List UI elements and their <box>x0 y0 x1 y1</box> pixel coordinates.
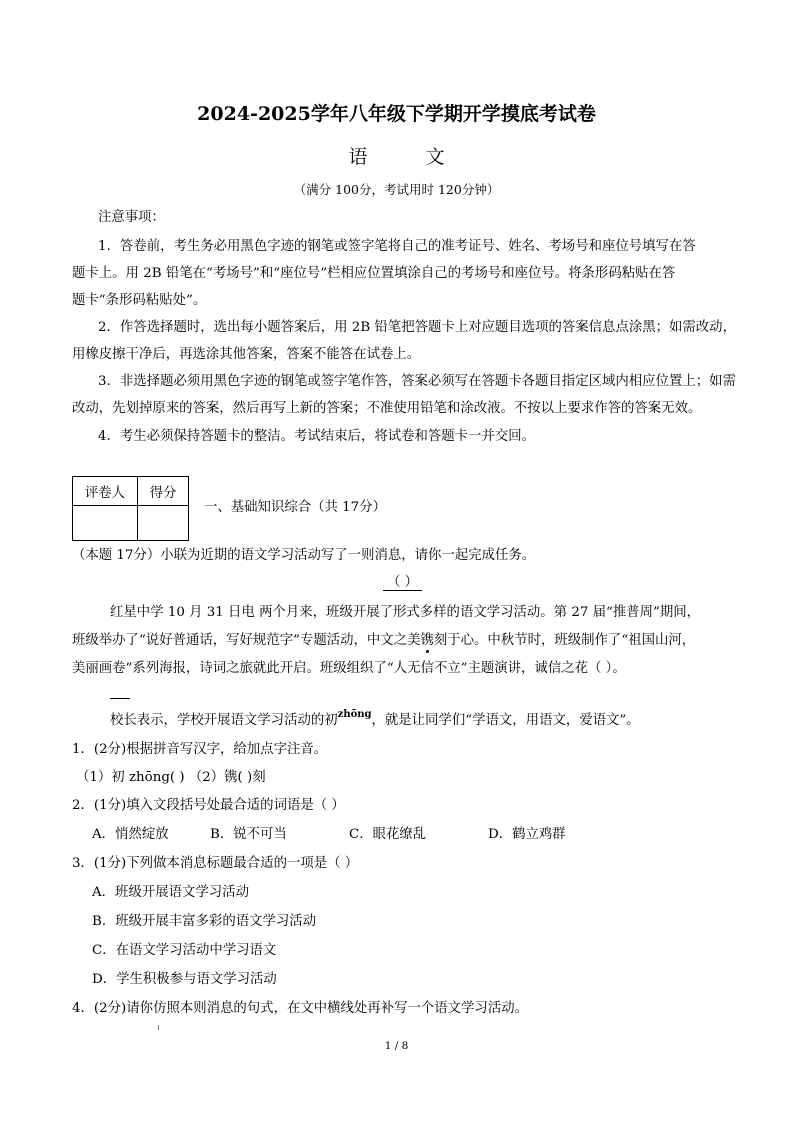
notice-line: 题卡“条形码粘贴处”。 <box>72 293 207 308</box>
option-d[interactable]: D．学生积极参与语文学习活动 <box>92 972 277 987</box>
news-text: 班级举办了“说好普通话，写好规范字”专题活动，中文之美 <box>72 633 421 648</box>
question-4: 4．(2分)请你仿照本则消息的句式，在文中横线处再补写一个语文学习活动。 <box>72 1001 528 1016</box>
option-c[interactable]: C．眼花缭乱 <box>349 827 427 842</box>
subject-title: 语 文 <box>348 146 471 168</box>
notice-line: 3．非选择题必须用黑色字迹的钢笔或签字笔作答，答案必须写在答题卡各题目指定区域内相应位置上；如需 <box>98 374 736 389</box>
question-3: 3．(1分)下列做本消息标题最合适的一项是（ ） <box>72 856 359 871</box>
notice-line: 4．考生必须保持答题卡的整洁。考试结束后，将试卷和答题卡一并交回。 <box>98 429 536 444</box>
exam-meta: （满分 100分，考试用时 120分钟） <box>293 182 500 197</box>
dotted-char: 镌 <box>420 633 434 648</box>
question-2: 2．(1分)填入文段括号处最合适的词语是（ ） <box>72 798 345 813</box>
option-a[interactable]: A．班级开展语文学习活动 <box>92 885 249 900</box>
section-intro: （本题 17分）小联为近期的语文学习活动写了一则消息，请你一起完成任务。 <box>72 548 536 563</box>
option-d[interactable]: D．鹤立鸡群 <box>488 827 566 842</box>
question-1-sub: （1）初 zhōng( ) （2）镌( )刻 <box>76 770 266 785</box>
grader-header: 评卷人 <box>73 477 138 506</box>
news-paragraph <box>72 629 695 648</box>
grader-table <box>72 476 189 541</box>
score-cell[interactable] <box>138 506 189 541</box>
notice-line: 用橡皮擦干净后，再选涂其他答案，答案不能答在试卷上。 <box>72 347 421 362</box>
news-text: ，就是让同学们“学语文，用语文，爱语文”。 <box>371 713 640 728</box>
page-number: 1 / 8 <box>384 1040 409 1052</box>
pinyin-annotation: zhōng <box>337 709 372 720</box>
score-header: 得分 <box>138 477 189 506</box>
notice-line: 2．作答选择题时，选出每小题答案后，用 2B 铅笔把答题卡上对应题目选项的答案信息点涂黑；如需改动， <box>98 320 736 335</box>
news-paragraph: 美丽画卷”系列海报，诗词之旅就此开启。班级组织了“人无信不立”主题演讲，诚信之花（ ）。 <box>72 661 626 676</box>
news-paragraph <box>110 709 640 728</box>
margin-mark <box>158 1025 159 1030</box>
notice-line: 改动，先划掉原来的答案，然后再写上新的答案；不准使用铅笔和涂改液。不按以上要求作答的答案无效。 <box>72 401 702 416</box>
grader-cell[interactable] <box>73 506 138 541</box>
section-title: 一、基础知识综合（共 17分） <box>204 500 386 515</box>
notice-heading: 注意事项： <box>98 210 165 225</box>
option-c[interactable]: C．在语文学习活动中学习语文 <box>92 943 277 958</box>
notice-line: 1．答卷前，考生务必用黑色字迹的钢笔或签字笔将自己的准考证号、姓名、考场号和座位号填写在答 <box>98 239 696 254</box>
news-text: 校长表示，学校开展语文学习活动的初 <box>110 713 338 728</box>
question-1: 1．(2分)根据拼音写汉字，给加点字注音。 <box>72 742 328 757</box>
option-b[interactable]: B．锐不可当 <box>210 827 287 842</box>
option-b[interactable]: B．班级开展丰富多彩的语文学习活动 <box>92 914 317 929</box>
fill-in-line[interactable] <box>110 698 130 699</box>
notice-line: 题卡上。用 2B 铅笔在“考场号”和“座位号”栏相应位置填涂自己的考场号和座位号。将条形码粘贴在答 <box>72 266 676 281</box>
news-text: 刻于心。中秋节时，班级制作了“祖国山河， <box>433 633 696 648</box>
option-a[interactable]: A．悄然绽放 <box>92 827 169 842</box>
news-paragraph: 红星中学 10 月 31 日电 两个月来，班级开展了形式多样的语文学习活动。第 27 届“推普周”期间， <box>110 605 701 620</box>
exam-title: 2024-2025学年八年级下学期开学摸底考试卷 <box>197 103 596 125</box>
headline-blank: （ ） <box>383 575 422 591</box>
